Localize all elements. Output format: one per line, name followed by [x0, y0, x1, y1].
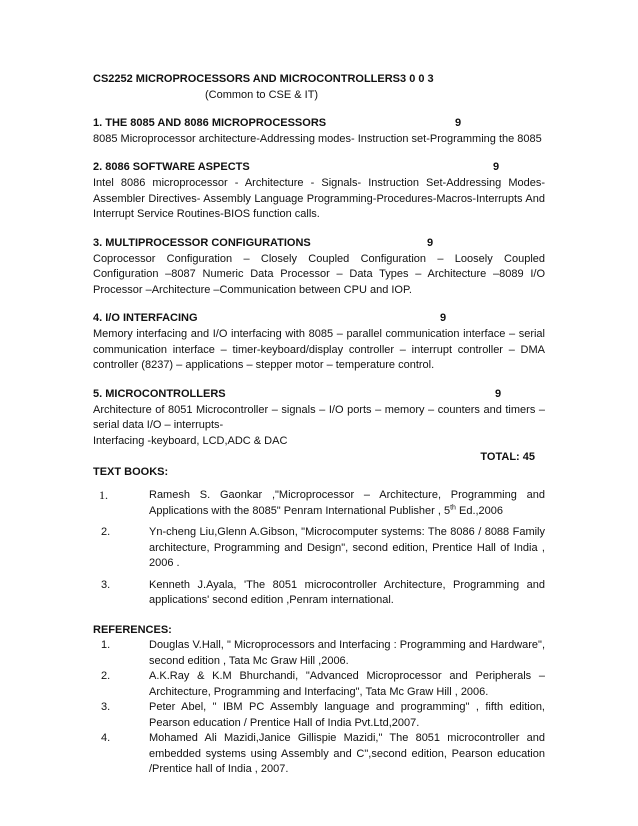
- text-books-heading: TEXT BOOKS:: [93, 465, 169, 478]
- unit-2: [93, 160, 545, 223]
- unit-1: [93, 116, 545, 148]
- item-text: Peter Abel, " IBM PC Assembly language and programming" , fifth edition, Pearson education / Prentice Hall of India Pvt.Ltd,2007.: [149, 701, 545, 729]
- unit-body: 8085 Microprocessor architecture-Addressing modes- Instruction set-Programming the 8085: [93, 132, 542, 145]
- list-item: [93, 700, 545, 731]
- list-item: [93, 488, 545, 519]
- item-number: 4.: [101, 732, 111, 744]
- unit-body: Memory interfacing and I/O interfacing with 8085 – parallel communication interface – serial communication interface – timer-keyboard/display controller – interrupt controller – DMA controller (8237) – applications – stepper motor – temperature control.: [93, 328, 545, 371]
- unit-body: Intel 8086 microprocessor - Architecture - Signals- Instruction Set-Addressing Modes-Assembler Directives- Assembly Language Programming-Procedures-Macros-Interrupts And Interrupt Service Routines-BIOS function calls.: [93, 177, 545, 220]
- syllabus-page: [93, 72, 545, 778]
- list-item: [93, 525, 545, 572]
- unit-extra: Interfacing -keyboard, LCD,ADC & DAC: [93, 434, 288, 447]
- unit-title: 4. I/O INTERFACING: [93, 312, 198, 324]
- item-number: 1.: [99, 488, 108, 502]
- unit-title: 3. MULTIPROCESSOR CONFIGURATIONS: [93, 236, 311, 249]
- total-hours: TOTAL: 45: [480, 451, 535, 463]
- unit-title: 2. 8086 SOFTWARE ASPECTS: [93, 161, 250, 173]
- unit-title: 1. THE 8085 AND 8086 MICROPROCESSORS: [93, 116, 327, 129]
- references-heading: REFERENCES:: [93, 623, 172, 636]
- unit-5: [93, 387, 545, 450]
- item-text: Ramesh S. Gaonkar ,"Microprocessor – Architecture, Programming and Applications with the 8085" Penram International Publisher , 5th Ed.,2006: [149, 489, 545, 517]
- unit-hours: 9: [427, 236, 434, 249]
- course-title: CS2252 MICROPROCESSORS AND MICROCONTROLLERS3 0 0 3: [93, 73, 434, 85]
- item-text: Kenneth J.Ayala, 'The 8051 microcontroller Architecture, Programming and applications' second edition ,Penram international.: [149, 578, 545, 606]
- item-text: A.K.Ray & K.M Bhurchandi, "Advanced Microprocessor and Peripherals – Architecture, Programming and Interfacing", Tata Mc Graw Hill , 2006.: [149, 670, 545, 698]
- item-number: 1.: [101, 639, 111, 651]
- item-number: 2.: [101, 526, 111, 538]
- item-number: 3.: [101, 701, 111, 713]
- item-text: Mohamed Ali Mazidi,Janice Gillispie Mazidi," The 8051 microcontroller and embedded systems using Assembly and C",second edition, Pearson education /Prentice hall of India , 2007.: [149, 732, 545, 775]
- list-item: [93, 731, 545, 778]
- unit-3: [93, 236, 545, 299]
- unit-title: 5. MICROCONTROLLERS: [93, 387, 226, 400]
- list-item: [93, 669, 545, 700]
- course-subtitle: (Common to CSE & IT): [205, 88, 319, 101]
- unit-hours: 9: [455, 116, 462, 129]
- text-books-list: [93, 488, 545, 609]
- unit-4: [93, 311, 545, 374]
- unit-body: Architecture of 8051 Microcontroller – signals – I/O ports – memory – counters and timers – serial data I/O – interrupts-: [93, 403, 545, 431]
- list-item: [93, 638, 545, 669]
- item-number: 2.: [101, 670, 111, 682]
- list-item: [93, 578, 545, 609]
- unit-hours: 9: [493, 161, 500, 173]
- item-number: 3.: [101, 578, 111, 591]
- unit-hours: 9: [440, 312, 447, 324]
- references-list: [93, 638, 545, 778]
- unit-body: Coprocessor Configuration – Closely Coupled Configuration – Loosely Coupled Configuration –8087 Numeric Data Processor – Data Types – Architecture –8089 I/O Processor –Architecture –Communication between CPU and IOP.: [93, 252, 545, 296]
- unit-hours: 9: [495, 387, 502, 400]
- item-text: Douglas V.Hall, " Microprocessors and Interfacing : Programming and Hardware", second edition , Tata Mc Graw Hill ,2006.: [149, 639, 545, 667]
- item-text: Yn-cheng Liu,Glenn A.Gibson, "Microcomputer systems: The 8086 / 8088 Family architecture, Programming and Design", second edition, Prentice Hall of India , 2006 .: [149, 526, 545, 569]
